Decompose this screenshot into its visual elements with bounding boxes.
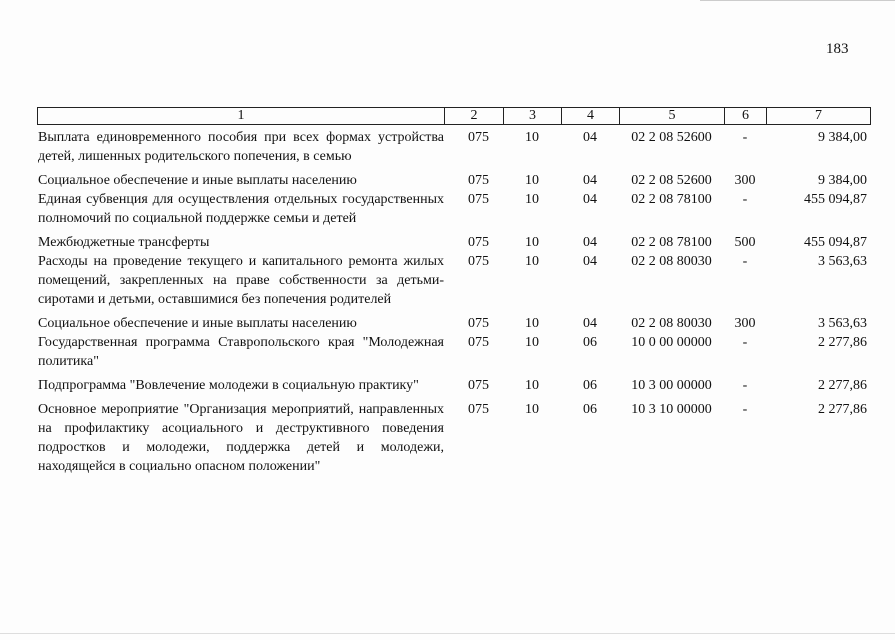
row-code-3: 10 <box>525 335 539 350</box>
row-code-4: 04 <box>583 192 597 207</box>
row-code-2: 075 <box>468 402 489 417</box>
header-col-2: 2 <box>445 108 504 124</box>
header-col-1: 1 <box>38 108 445 124</box>
table-row <box>37 400 871 476</box>
row-code-3: 10 <box>525 316 539 331</box>
row-code-5: 02 2 08 52600 <box>631 173 712 188</box>
row-name: Социальное обеспечение и иные выплаты населению <box>38 316 357 331</box>
row-code-5: 10 0 00 00000 <box>631 335 712 350</box>
row-code-3: 10 <box>525 254 539 269</box>
row-code-3: 10 <box>525 235 539 250</box>
row-amount: 9 384,00 <box>818 173 867 188</box>
table-row <box>37 190 871 228</box>
row-code-4: 06 <box>583 335 597 350</box>
row-code-4: 06 <box>583 402 597 417</box>
row-code-5: 10 3 10 00000 <box>631 402 712 417</box>
row-code-4: 04 <box>583 130 597 145</box>
table-row <box>37 171 871 190</box>
row-code-6: 500 <box>734 235 756 250</box>
scan-artifact <box>0 633 895 634</box>
row-name: Межбюджетные трансферты <box>38 235 210 250</box>
row-code-6: - <box>742 402 748 417</box>
row-code-2: 075 <box>468 235 489 250</box>
row-code-3: 10 <box>525 402 539 417</box>
row-code-6: - <box>742 192 748 207</box>
row-name: Подпрограмма "Вовлечение молодежи в социальную практику" <box>38 378 419 393</box>
row-amount: 2 277,86 <box>818 378 867 393</box>
row-code-4: 04 <box>583 173 597 188</box>
row-name: Основное мероприятие "Организация мероприятий, направленных на профилактику асоциального и деструктивного поведения подростков и молодежи, поддержка детей и молодежи, находящейся в социально опасном положении" <box>38 402 444 474</box>
header-col-4: 4 <box>562 108 620 124</box>
row-code-6: - <box>742 254 748 269</box>
table-row <box>37 333 871 371</box>
header-col-6: 6 <box>725 108 767 124</box>
scan-artifact <box>700 0 895 1</box>
row-amount: 3 563,63 <box>818 254 867 269</box>
row-code-6: 300 <box>734 316 756 331</box>
table-row <box>37 376 871 395</box>
row-code-2: 075 <box>468 254 489 269</box>
row-code-6: - <box>742 378 748 393</box>
row-code-2: 075 <box>468 192 489 207</box>
row-name: Государственная программа Ставропольского края "Молодежная политика" <box>38 335 444 369</box>
row-amount: 455 094,87 <box>804 192 867 207</box>
row-amount: 2 277,86 <box>818 335 867 350</box>
row-code-6: 300 <box>734 173 756 188</box>
row-name: Расходы на проведение текущего и капитального ремонта жилых помещений, закрепленных на праве собственности за детьми-сиротами и детьми, оставшимися без попечения родителей <box>38 254 444 307</box>
row-code-5: 02 2 08 52600 <box>631 130 712 145</box>
header-col-7: 7 <box>815 108 822 123</box>
row-code-3: 10 <box>525 130 539 145</box>
row-code-5: 02 2 08 78100 <box>631 235 712 250</box>
row-name: Выплата единовременного пособия при всех формах устройства детей, лишенных родительского попечения, в семью <box>38 130 444 164</box>
row-code-3: 10 <box>525 378 539 393</box>
header-col-3: 3 <box>504 108 562 124</box>
row-code-2: 075 <box>468 335 489 350</box>
row-code-5: 02 2 08 78100 <box>631 192 712 207</box>
row-code-4: 06 <box>583 378 597 393</box>
row-code-2: 075 <box>468 173 489 188</box>
row-code-2: 075 <box>468 316 489 331</box>
row-code-2: 075 <box>468 378 489 393</box>
row-code-3: 10 <box>525 192 539 207</box>
row-code-2: 075 <box>468 130 489 145</box>
row-code-5: 02 2 08 80030 <box>631 254 712 269</box>
table-row <box>37 314 871 333</box>
row-code-5: 10 3 00 00000 <box>631 378 712 393</box>
table-row <box>37 128 871 166</box>
table-row <box>37 233 871 252</box>
row-amount: 2 277,86 <box>818 402 867 417</box>
row-code-4: 04 <box>583 316 597 331</box>
header-col-5: 5 <box>620 108 725 124</box>
table-header <box>37 107 871 125</box>
row-name: Социальное обеспечение и иные выплаты населению <box>38 173 357 188</box>
row-amount: 455 094,87 <box>804 235 867 250</box>
table-body <box>37 128 871 476</box>
row-code-4: 04 <box>583 254 597 269</box>
row-code-4: 04 <box>583 235 597 250</box>
row-code-6: - <box>742 130 748 145</box>
page-number: 183 <box>826 41 849 57</box>
row-amount: 9 384,00 <box>818 130 867 145</box>
row-code-3: 10 <box>525 173 539 188</box>
row-code-6: - <box>742 335 748 350</box>
table-row <box>37 252 871 309</box>
row-amount: 3 563,63 <box>818 316 867 331</box>
row-name: Единая субвенция для осуществления отдельных государственных полномочий по социальной поддержке семьи и детей <box>38 192 444 226</box>
row-code-5: 02 2 08 80030 <box>631 316 712 331</box>
